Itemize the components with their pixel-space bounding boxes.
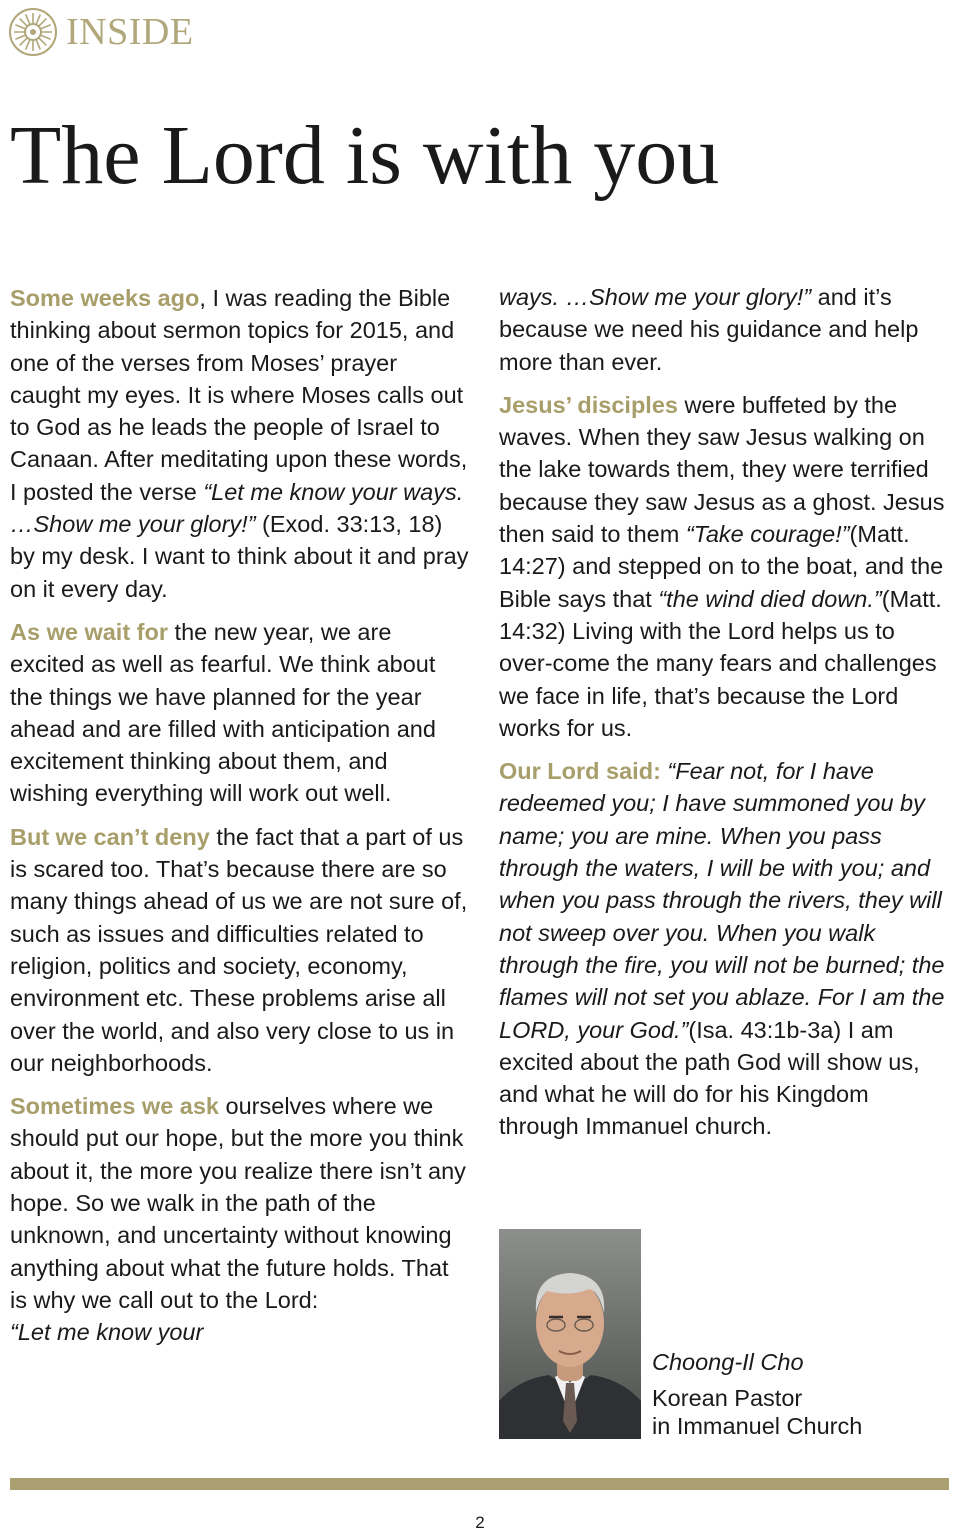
author-name: Choong-Il Cho <box>652 1349 804 1375</box>
paragraph <box>10 1090 472 1348</box>
body-text: were buffeted by the waves. When they saw Jesus walking on the lake towards them, they were terrified because they saw Jesus as a ghost. Jesus then said to them <box>499 391 945 548</box>
body-text: , I was reading the Bible thinking about sermon topics for 2015, and one of the verses from Moses’ prayer caught my eyes. It is where Moses calls out to God as he leads the people of Israel to Canaan. After meditating upon these words, I posted the verse <box>10 285 468 505</box>
radiant-emblem-icon <box>8 7 58 57</box>
author-role: Korean Pastor <box>652 1385 803 1411</box>
article-column-left <box>10 282 472 1360</box>
lead-in: As we wait for <box>10 618 169 645</box>
author-photo <box>499 1229 641 1439</box>
paragraph <box>10 821 472 1079</box>
scripture-quote: “Let me know your <box>10 1319 204 1346</box>
lead-in: Some weeks ago <box>10 285 200 311</box>
body-text: (Matt. 14:27) and stepped on to the boat, and the Bible says that <box>499 521 944 612</box>
author-signature <box>652 1348 862 1440</box>
page-number: 2 <box>475 1513 485 1532</box>
body-text: (Isa. 43:1b-3a) I am excited about the path God will show us, and what he will do for his Kingdom through Immanuel church. <box>499 1016 920 1140</box>
body-text: (Matt. 14:32) Living with the Lord helps us to over-come the many fears and challenges we face in life, that’s because the Lord works for us. <box>499 585 942 741</box>
page-header <box>8 6 194 58</box>
paragraph <box>10 616 472 810</box>
author-church: in Immanuel Church <box>652 1413 863 1439</box>
lead-in: Our Lord said: <box>499 758 661 785</box>
scripture-quote: “the wind died down.” <box>658 585 882 612</box>
body-text: ourselves where we should put our hope, but the more you think about it, the more you realize there isn’t any hope. So we walk in the path of the unknown, and uncertainty without knowing anything about what the future holds. That is why we call out to the Lord: <box>10 1093 466 1313</box>
scripture-quote: “Fear not, for I have redeemed you; I have summoned you by name; you are mine. When you pass through the waters, I will be with you; and when you pass through the rivers, they will not sweep over you. When you walk through the fire, you will not be burned; the flames will not set you ablaze. For I am the LORD, your God.” <box>499 758 945 1043</box>
lead-in: Sometimes we ask <box>10 1093 219 1120</box>
footer-rule <box>10 1478 949 1490</box>
lead-in: But we can’t deny <box>10 823 210 850</box>
lead-in: Jesus’ disciples <box>499 391 678 418</box>
section-label: INSIDE <box>66 11 194 53</box>
body-text: (Exod. 33:13, 18) by my desk. I want to think about it and pray on it every day. <box>10 511 469 602</box>
paragraph <box>499 755 954 1143</box>
article-title: The Lord is with you <box>10 109 720 202</box>
body-text: and it’s because we need his guidance and help more than ever. <box>499 284 919 375</box>
paragraph <box>499 389 954 744</box>
body-text: the new year, we are excited as well as fearful. We think about the things we have planned for the year ahead and are filled with anticipation and excitement thinking about them, and wishing everything will work out well. <box>10 618 436 807</box>
paragraph <box>10 282 472 605</box>
article-column-right <box>499 281 954 1154</box>
paragraph <box>499 281 954 378</box>
scripture-quote: “Take courage!” <box>685 521 850 548</box>
portrait-image <box>499 1229 641 1439</box>
scripture-quote: “Let me know your ways. …Show me your glory!” <box>10 478 464 538</box>
scripture-quote: ways. …Show me your glory!” <box>499 284 812 310</box>
body-text: the fact that a part of us is scared too. That’s because there are so many things ahead of us we are not sure of, such as issues and difficulties related to religion, politics and society, economy, environment etc. These problems arise all over the world, and also very close to us in our neighborhoods. <box>10 823 468 1076</box>
